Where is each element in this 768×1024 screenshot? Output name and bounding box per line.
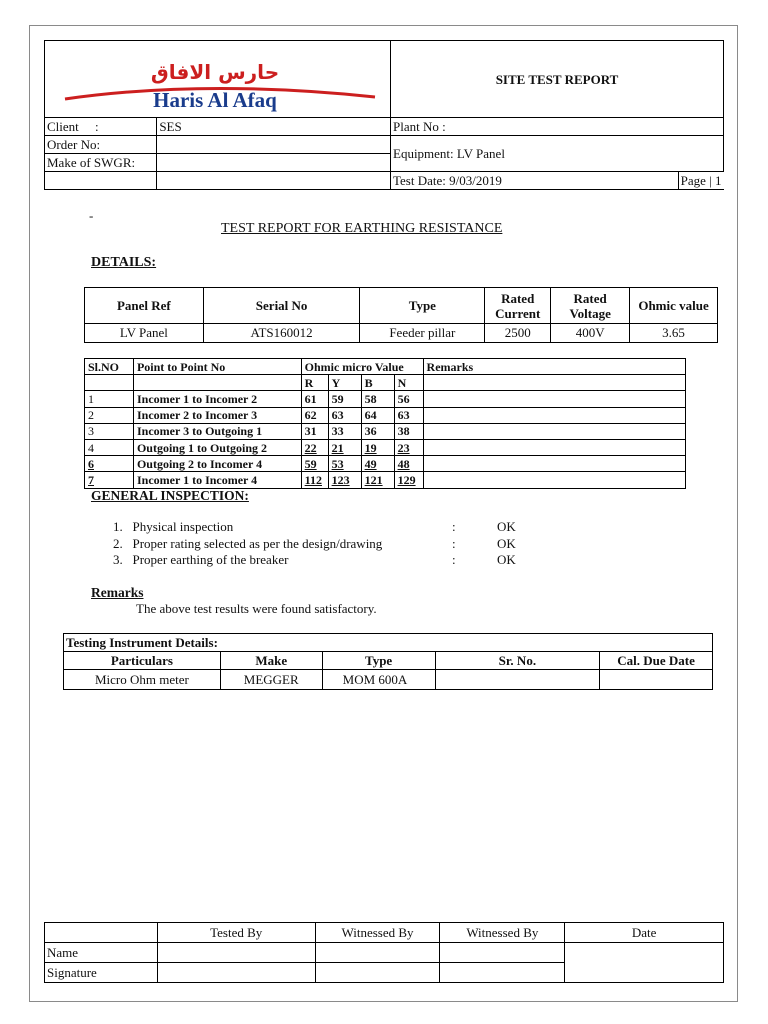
value-y: 123 bbox=[328, 472, 361, 488]
instrument-table bbox=[63, 633, 713, 690]
row-point: Incomer 2 to Incomer 3 bbox=[133, 407, 301, 423]
details-header: Rated Voltage bbox=[551, 288, 630, 324]
value-y: 21 bbox=[328, 439, 361, 455]
value-n: 56 bbox=[394, 391, 423, 407]
ohmic-header-slno: Sl.NO bbox=[85, 359, 134, 375]
value-b: 121 bbox=[361, 472, 394, 488]
inspection-heading: GENERAL INSPECTION: bbox=[91, 488, 249, 503]
blank-cell bbox=[440, 943, 565, 963]
details-header: Type bbox=[360, 288, 485, 324]
row-remarks bbox=[423, 391, 685, 407]
remarks-heading: Remarks bbox=[91, 585, 144, 600]
instrument-cell bbox=[600, 670, 713, 690]
value-b: 36 bbox=[361, 423, 394, 439]
row-remarks bbox=[423, 423, 685, 439]
signature-header: Tested By bbox=[157, 923, 315, 943]
instrument-header: Cal. Due Date bbox=[600, 652, 713, 670]
plant-no: Plant No : bbox=[391, 118, 724, 136]
remarks-text: The above test results were found satisfactory. bbox=[136, 601, 377, 616]
client-label: Client : bbox=[45, 118, 157, 136]
ohmic-table bbox=[84, 358, 686, 489]
blank-cell bbox=[45, 923, 158, 943]
value-r: 22 bbox=[301, 439, 328, 455]
value-b: 58 bbox=[361, 391, 394, 407]
row-remarks bbox=[423, 439, 685, 455]
table-row bbox=[85, 472, 686, 488]
value-r: 62 bbox=[301, 407, 328, 423]
instrument-header: Make bbox=[220, 652, 322, 670]
inspection-item: 3. Proper earthing of the breaker bbox=[113, 552, 289, 567]
inspection-result: OK bbox=[497, 519, 516, 534]
inspection-separator: : bbox=[452, 519, 456, 534]
value-n: 23 bbox=[394, 439, 423, 455]
row-number: 1 bbox=[85, 391, 134, 407]
instrument-cell bbox=[435, 670, 600, 690]
page-number: Page | 1 bbox=[678, 172, 723, 190]
value-y: 53 bbox=[328, 456, 361, 472]
details-header: Rated Current bbox=[485, 288, 551, 324]
blank-cell bbox=[423, 375, 685, 391]
instrument-cell: Micro Ohm meter bbox=[64, 670, 221, 690]
company-logo bbox=[45, 41, 391, 118]
row-point: Outgoing 2 to Incomer 4 bbox=[133, 456, 301, 472]
details-header: Ohmic value bbox=[630, 288, 718, 324]
test-date: Test Date: 9/03/2019 bbox=[391, 172, 679, 190]
blank-cell bbox=[85, 375, 134, 391]
row-point: Incomer 1 to Incomer 2 bbox=[133, 391, 301, 407]
row-remarks bbox=[423, 407, 685, 423]
blank-cell bbox=[157, 943, 315, 963]
blank-cell bbox=[157, 172, 391, 190]
phase-header: B bbox=[361, 375, 394, 391]
value-r: 59 bbox=[301, 456, 328, 472]
signature-label: Signature bbox=[45, 963, 158, 983]
details-cell: 2500 bbox=[485, 324, 551, 343]
row-remarks bbox=[423, 456, 685, 472]
table-row bbox=[85, 439, 686, 455]
value-n: 129 bbox=[394, 472, 423, 488]
inspection-result: OK bbox=[497, 536, 516, 551]
value-n: 63 bbox=[394, 407, 423, 423]
blank-cell bbox=[440, 963, 565, 983]
value-y: 59 bbox=[328, 391, 361, 407]
blank-cell bbox=[157, 963, 315, 983]
signature-header: Date bbox=[565, 923, 724, 943]
value-b: 64 bbox=[361, 407, 394, 423]
row-remarks bbox=[423, 472, 685, 488]
details-heading: DETAILS: bbox=[91, 255, 157, 270]
date-cell bbox=[565, 943, 724, 983]
blank-cell bbox=[315, 963, 440, 983]
row-point: Incomer 1 to Incomer 4 bbox=[133, 472, 301, 488]
blank-cell bbox=[133, 375, 301, 391]
instrument-header: Sr. No. bbox=[435, 652, 600, 670]
value-b: 19 bbox=[361, 439, 394, 455]
details-cell: 400V bbox=[551, 324, 630, 343]
phase-header: R bbox=[301, 375, 328, 391]
logo-graphic bbox=[45, 41, 390, 114]
instrument-header: Particulars bbox=[64, 652, 221, 670]
svg-text:حارس الافاق: حارس الافاق bbox=[150, 60, 280, 84]
blank-cell bbox=[315, 943, 440, 963]
blank-cell bbox=[45, 172, 157, 190]
order-no-label: Order No: bbox=[45, 136, 157, 154]
phase-header: Y bbox=[328, 375, 361, 391]
details-table bbox=[84, 287, 718, 343]
inspection-separator: : bbox=[452, 536, 456, 551]
instrument-title: Testing Instrument Details: bbox=[64, 634, 713, 652]
order-no-value bbox=[157, 136, 391, 154]
row-number: 7 bbox=[85, 472, 134, 488]
details-cell: Feeder pillar bbox=[360, 324, 485, 343]
svg-text:Haris Al Afaq: Haris Al Afaq bbox=[153, 88, 277, 112]
inspection-item: 2. Proper rating selected as per the design/drawing bbox=[113, 536, 383, 551]
make-of-swgr-label: Make of SWGR: bbox=[45, 154, 157, 172]
inspection-result: OK bbox=[497, 552, 516, 567]
details-header: Panel Ref bbox=[85, 288, 204, 324]
table-row bbox=[85, 423, 686, 439]
details-cell: LV Panel bbox=[85, 324, 204, 343]
make-of-swgr-value bbox=[157, 154, 391, 172]
ohmic-header-point: Point to Point No bbox=[133, 359, 301, 375]
value-r: 112 bbox=[301, 472, 328, 488]
details-header: Serial No bbox=[203, 288, 360, 324]
details-cell: ATS160012 bbox=[203, 324, 360, 343]
report-header bbox=[44, 40, 724, 190]
row-number: 3 bbox=[85, 423, 134, 439]
value-y: 63 bbox=[328, 407, 361, 423]
signature-table bbox=[44, 922, 724, 983]
report-title: TEST REPORT FOR EARTHING RESISTANCE bbox=[221, 221, 503, 236]
row-number: 4 bbox=[85, 439, 134, 455]
details-cell: 3.65 bbox=[630, 324, 718, 343]
equipment: Equipment: LV Panel bbox=[391, 136, 724, 172]
row-point: Incomer 3 to Outgoing 1 bbox=[133, 423, 301, 439]
phase-header: N bbox=[394, 375, 423, 391]
stray-mark: - bbox=[89, 208, 94, 223]
ohmic-header-value: Ohmic micro Value bbox=[301, 359, 423, 375]
instrument-cell: MEGGER bbox=[220, 670, 322, 690]
table-row bbox=[85, 391, 686, 407]
signature-header: Witnessed By bbox=[315, 923, 440, 943]
row-number: 6 bbox=[85, 456, 134, 472]
client-value: SES bbox=[157, 118, 391, 136]
ohmic-header-remarks: Remarks bbox=[423, 359, 685, 375]
value-n: 48 bbox=[394, 456, 423, 472]
value-b: 49 bbox=[361, 456, 394, 472]
table-row bbox=[85, 456, 686, 472]
instrument-header: Type bbox=[322, 652, 435, 670]
value-y: 33 bbox=[328, 423, 361, 439]
row-point: Outgoing 1 to Outgoing 2 bbox=[133, 439, 301, 455]
report-title-header: SITE TEST REPORT bbox=[391, 41, 724, 118]
value-r: 31 bbox=[301, 423, 328, 439]
value-r: 61 bbox=[301, 391, 328, 407]
inspection-item: 1. Physical inspection bbox=[113, 519, 234, 534]
value-n: 38 bbox=[394, 423, 423, 439]
table-row bbox=[85, 407, 686, 423]
table-row bbox=[64, 670, 713, 690]
inspection-separator: : bbox=[452, 552, 456, 567]
name-label: Name bbox=[45, 943, 158, 963]
instrument-cell: MOM 600A bbox=[322, 670, 435, 690]
signature-header: Witnessed By bbox=[440, 923, 565, 943]
row-number: 2 bbox=[85, 407, 134, 423]
